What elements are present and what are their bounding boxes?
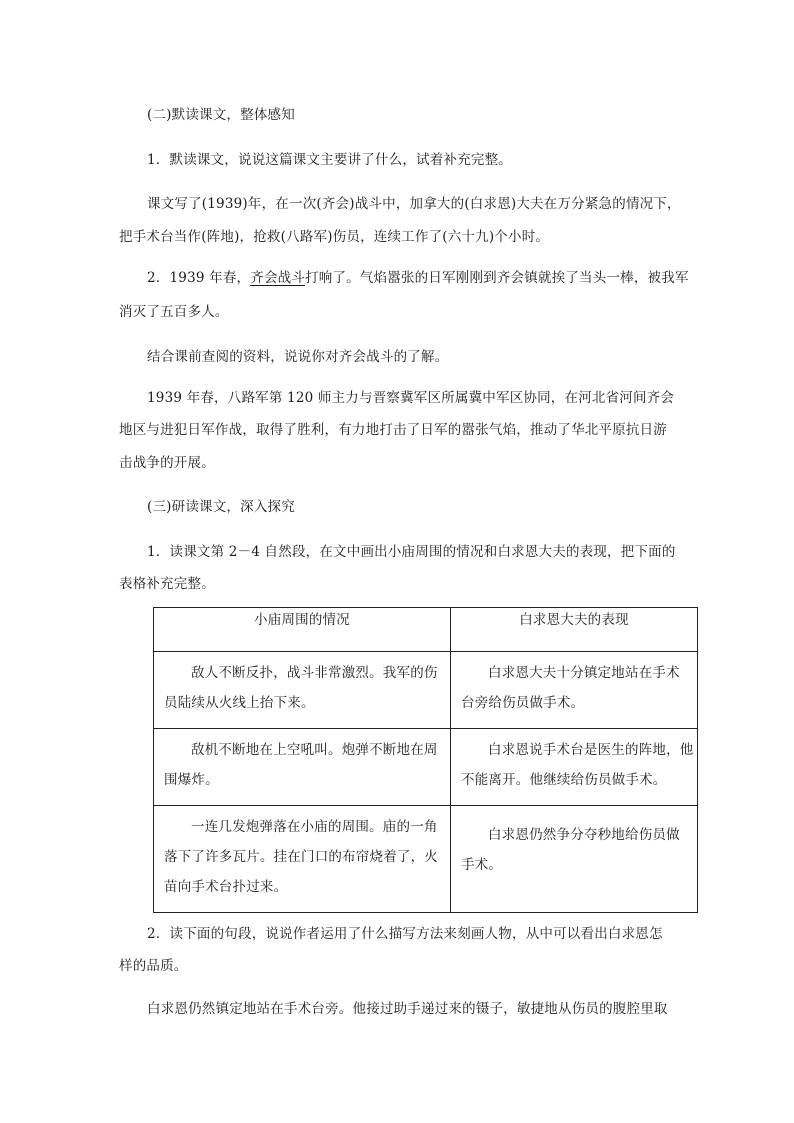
cell-line: 敌机不断地在上空吼叫。炮弹不断地在周 — [191, 742, 438, 758]
column-header-behavior: 白求恩大夫的表现 — [451, 608, 698, 652]
answer-1-line-2: 把手术台当作(阵地)，抢救(八路军)伤员，连续工作了(六十九)个小时。 — [119, 229, 550, 245]
table-row — [154, 729, 698, 806]
table-cell-surroundings — [154, 729, 451, 806]
quoted-passage: 白求恩仍然镇定地站在手术台旁。他接过助手递过来的镊子，敏捷地从伤员的腹腔里取 — [147, 1001, 668, 1017]
column-header-surroundings: 小庙周围的情况 — [154, 608, 451, 652]
cell-line: 员陆续从火线上抬下来。 — [164, 695, 315, 711]
table-cell-surroundings — [154, 652, 451, 729]
table-cell-behavior — [451, 729, 698, 806]
cell-line: 一连几发炮弹落在小庙的周围。庙的一角 — [191, 819, 438, 835]
answer-1-line-1: 课文写了(1939)年，在一次(齐会)战斗中，加拿大的(白求恩)大夫在万分紧急的情况下， — [147, 196, 681, 212]
table-header-row — [154, 608, 698, 652]
section-heading-3: (三)研读课文，深入探究 — [147, 499, 295, 515]
table-cell-behavior — [451, 652, 698, 729]
question-2b-line-1: 2．读下面的句段，说说作者运用了什么描写方法来刻画人物，从中可以看出白求恩怎 — [147, 926, 663, 942]
table-question-line-1: 1．读课文第 2－4 自然段，在文中画出小庙周围的情况和白求恩大夫的表现，把下面的 — [147, 544, 676, 560]
question-2-prompt: 结合课前查阅的资料，说说你对齐会战斗的了解。 — [147, 349, 449, 365]
question-2-line-2: 消灭了五百多人。 — [119, 304, 229, 320]
question-2-line-1 — [147, 266, 707, 286]
cell-line: 台旁给伤员做手术。 — [461, 695, 585, 711]
cell-line: 敌人不断反扑，战斗非常激烈。我军的伤 — [191, 665, 438, 681]
comparison-table — [153, 607, 698, 913]
table-cell-surroundings — [154, 806, 451, 913]
cell-line: 围爆炸。 — [164, 772, 219, 788]
section-heading-2: (二)默读课文，整体感知 — [147, 107, 295, 123]
cell-line: 苗向手术台扑过来。 — [164, 879, 288, 895]
table-question-line-2: 表格补充完整。 — [119, 576, 215, 592]
cell-line: 白求恩大夫十分镇定地站在手术 — [488, 665, 680, 681]
question-1: 1．默读课文，说说这篇课文主要讲了什么，试着补充完整。 — [147, 152, 512, 168]
underlined-battle-name: 齐会战斗 — [250, 270, 306, 286]
answer-2-line-3: 击战争的开展。 — [119, 455, 215, 471]
table-row — [154, 806, 698, 913]
table-row — [154, 652, 698, 729]
cell-line: 白求恩仍然争分夺秒地给伤员做 — [488, 827, 680, 843]
question-2-prefix: 2．1939 年春， — [147, 270, 251, 286]
answer-2-line-2: 地区与进犯日军作战，取得了胜利，有力地打击了日军的嚣张气焰，推动了华北平原抗日游 — [119, 422, 667, 438]
answer-2-line-1: 1939 年春，八路军第 120 师主力与晋察冀军区所属冀中军区协同，在河北省河间齐会 — [147, 390, 675, 406]
cell-line: 白求恩说手术台是医生的阵地，他 — [488, 742, 694, 758]
cell-line: 手术。 — [461, 857, 503, 873]
table-cell-behavior — [451, 806, 698, 913]
question-2-rest: 打响了。气焰嚣张的日军刚刚到齐会镇就挨了当头一棒，被我军 — [305, 270, 689, 286]
question-2b-line-2: 样的品质。 — [119, 958, 188, 974]
cell-line: 不能离开。他继续给伤员做手术。 — [461, 772, 667, 788]
cell-line: 落下了许多瓦片。挂在门口的布帘烧着了，火 — [164, 849, 438, 865]
